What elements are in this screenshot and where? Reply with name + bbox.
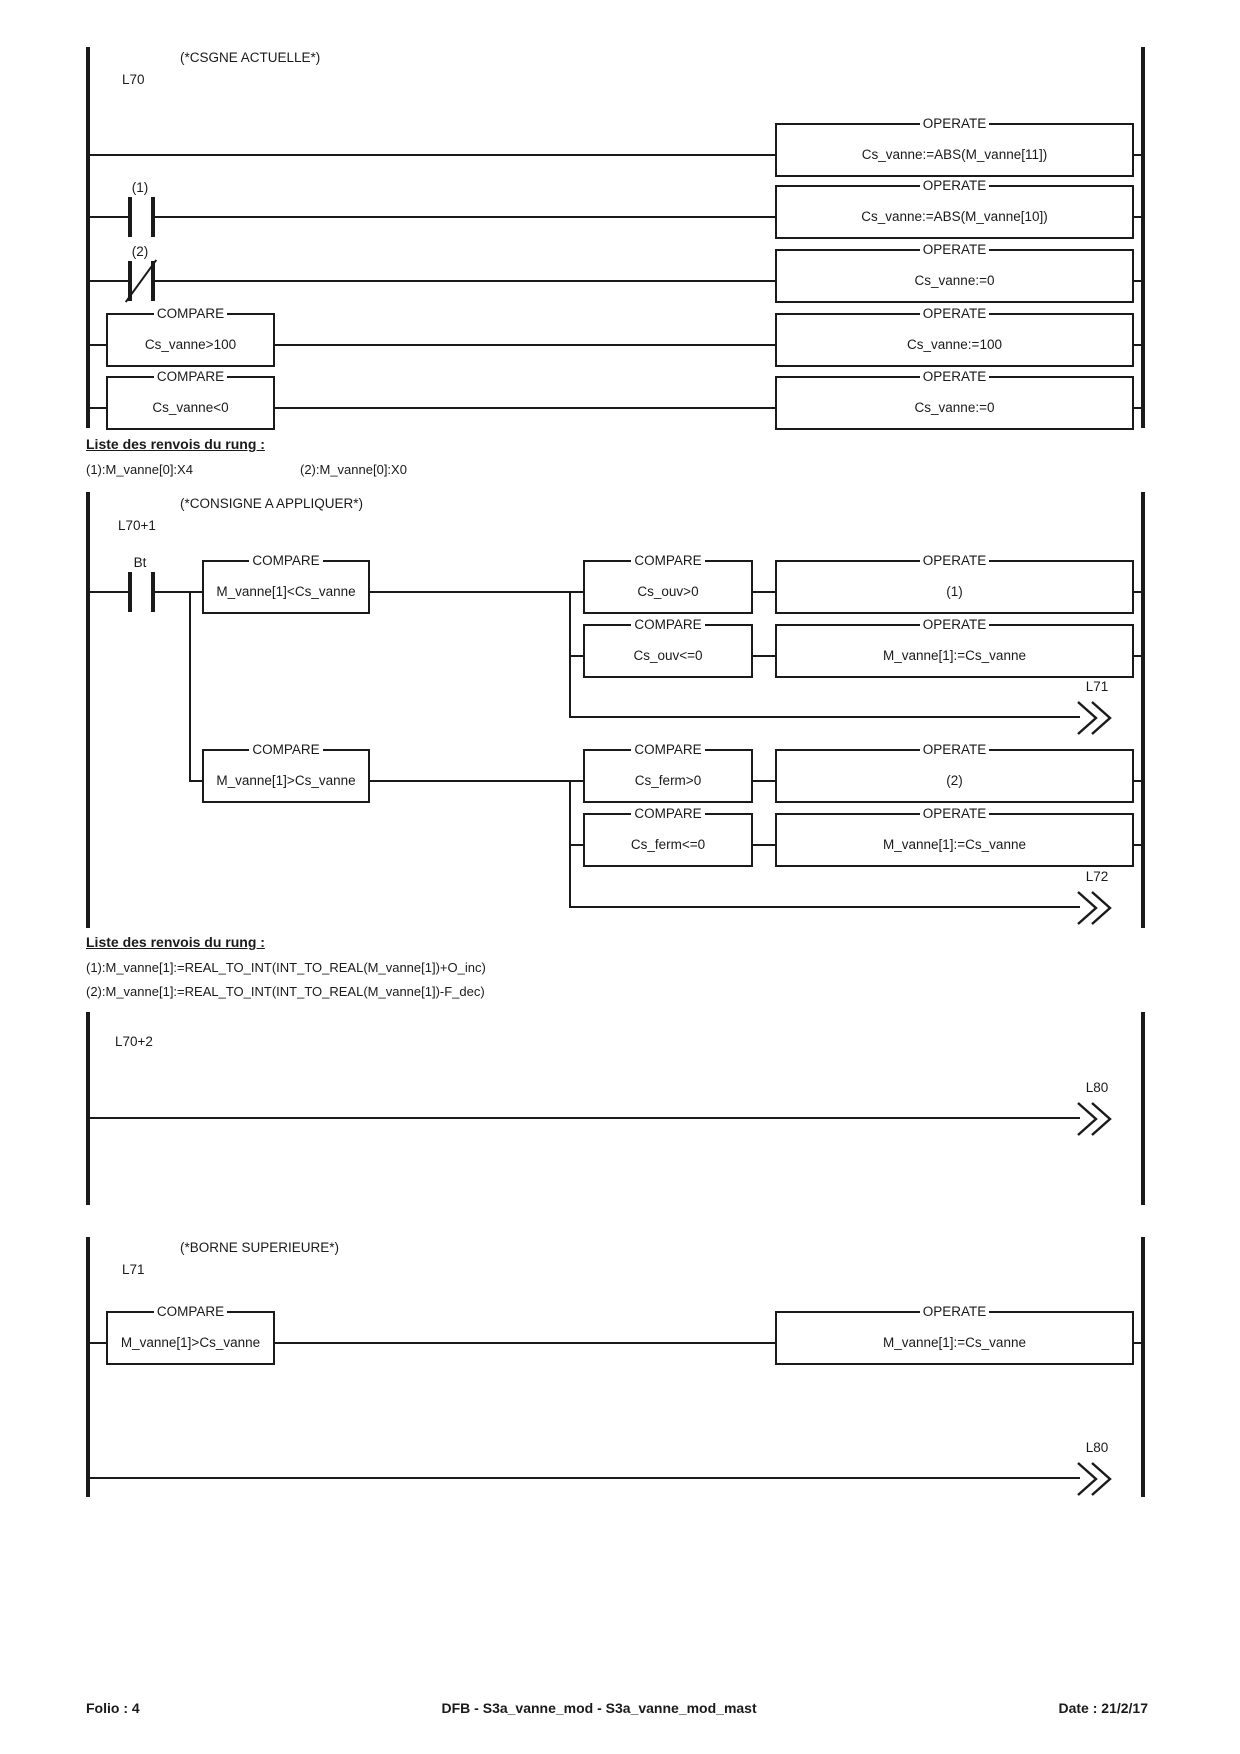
wire-horizontal [569, 716, 1080, 718]
wire-horizontal [1134, 1342, 1143, 1344]
block-title-text: COMPARE [631, 742, 704, 758]
renvois-header: Liste des renvois du rung : [86, 436, 265, 452]
block-title [204, 553, 368, 569]
operate-block [775, 617, 1134, 678]
block-title [585, 742, 751, 758]
block-title-text: COMPARE [154, 306, 227, 322]
wire-horizontal [1134, 154, 1143, 156]
compare-expression: M_vanne[1]<Cs_vanne [216, 584, 356, 599]
compare-expression: M_vanne[1]>Cs_vanne [216, 773, 356, 788]
power-rail-right [1141, 1237, 1145, 1497]
wire-horizontal [370, 591, 583, 593]
wire-horizontal [155, 280, 775, 282]
wire-horizontal [569, 655, 583, 657]
wire-horizontal [753, 591, 775, 593]
block-title [777, 306, 1132, 322]
block-title [777, 242, 1132, 258]
footer-folio: Folio : 4 [86, 1700, 140, 1716]
wire-horizontal [88, 1477, 1080, 1479]
compare-block [202, 742, 370, 803]
block-title [777, 369, 1132, 385]
operate-expression: (1) [946, 584, 963, 599]
wire-horizontal [569, 906, 1080, 908]
wire-horizontal [88, 280, 128, 282]
operate-expression: M_vanne[1]:=Cs_vanne [883, 1335, 1026, 1350]
renvois-item: (1):M_vanne[1]:=REAL_TO_INT(INT_TO_REAL(M_vanne[1])+O_inc) [86, 960, 486, 975]
wire-horizontal [753, 844, 775, 846]
block-title-text: OPERATE [920, 617, 990, 633]
block-title [108, 1304, 273, 1320]
wire-horizontal [275, 1342, 775, 1344]
renvois-item: (2):M_vanne[1]:=REAL_TO_INT(INT_TO_REAL(M_vanne[1])-F_dec) [86, 984, 485, 999]
power-rail-left [86, 47, 90, 428]
jump-arrow-icon [1076, 700, 1116, 736]
compare-block [106, 1304, 275, 1365]
block-title [108, 306, 273, 322]
block-title-text: OPERATE [920, 306, 990, 322]
operate-expression: Cs_vanne:=100 [907, 337, 1002, 352]
compare-expression: Cs_ferm<=0 [630, 837, 706, 852]
rung-label: L70+1 [118, 518, 156, 533]
wire-horizontal [753, 780, 775, 782]
jump-arrow-icon [1076, 1461, 1116, 1497]
rung-comment: (*BORNE SUPERIEURE*) [180, 1240, 340, 1255]
operate-expression: Cs_vanne:=0 [914, 273, 995, 288]
operate-block [775, 742, 1134, 803]
compare-block [583, 806, 753, 867]
wire-horizontal [275, 407, 775, 409]
wire-horizontal [1134, 780, 1143, 782]
power-rail-left [86, 492, 90, 928]
operate-block [775, 178, 1134, 239]
contact-label: (2) [131, 244, 149, 259]
wire-horizontal [189, 780, 202, 782]
block-title [204, 742, 368, 758]
compare-expression: M_vanne[1]>Cs_vanne [120, 1335, 261, 1350]
block-title-text: COMPARE [154, 1304, 227, 1320]
jump-label: L80 [1085, 1080, 1109, 1095]
jump-arrow-icon [1076, 890, 1116, 926]
rung-label: L70+2 [115, 1034, 153, 1049]
compare-expression: Cs_ouv<=0 [633, 648, 703, 663]
compare-block [583, 617, 753, 678]
wire-horizontal [88, 591, 128, 593]
power-rail-right [1141, 1012, 1145, 1205]
block-title [108, 369, 273, 385]
wire-horizontal [1134, 344, 1143, 346]
rung-comment: (*CONSIGNE A APPLIQUER*) [180, 496, 364, 511]
block-title [585, 617, 751, 633]
jump-label: L71 [1085, 679, 1109, 694]
wire-horizontal [753, 655, 775, 657]
wire-horizontal [88, 1342, 106, 1344]
operate-block [775, 1304, 1134, 1365]
compare-block [583, 553, 753, 614]
compare-block [106, 369, 275, 430]
operate-expression: Cs_vanne:=ABS(M_vanne[11]) [861, 147, 1048, 162]
compare-block [583, 742, 753, 803]
operate-block [775, 116, 1134, 177]
operate-expression: Cs_vanne:=0 [914, 400, 995, 415]
compare-expression: Cs_vanne<0 [152, 400, 229, 415]
wire-vertical [189, 591, 191, 782]
footer-title: DFB - S3a_vanne_mod - S3a_vanne_mod_mast [441, 1700, 757, 1716]
block-title-text: COMPARE [249, 742, 322, 758]
block-title [777, 806, 1132, 822]
block-title-text: OPERATE [920, 742, 990, 758]
wire-horizontal [1134, 591, 1143, 593]
rung-label: L70 [122, 72, 145, 87]
operate-block [775, 242, 1134, 303]
contact-label: (1) [131, 180, 149, 195]
power-rail-left [86, 1237, 90, 1497]
wire-horizontal [88, 154, 775, 156]
wire-horizontal [88, 407, 106, 409]
wire-horizontal [88, 1117, 1080, 1119]
wire-horizontal [1134, 407, 1143, 409]
block-title-text: OPERATE [920, 178, 990, 194]
wire-horizontal [1134, 216, 1143, 218]
wire-horizontal [88, 344, 106, 346]
block-title-text: OPERATE [920, 806, 990, 822]
wire-horizontal [88, 216, 128, 218]
renvois-header: Liste des renvois du rung : [86, 934, 265, 950]
block-title-text: OPERATE [920, 553, 990, 569]
block-title [777, 116, 1132, 132]
block-title-text: OPERATE [920, 116, 990, 132]
operate-expression: M_vanne[1]:=Cs_vanne [883, 648, 1026, 663]
block-title [777, 178, 1132, 194]
power-rail-right [1141, 492, 1145, 928]
wire-horizontal [1134, 655, 1143, 657]
block-title-text: OPERATE [920, 242, 990, 258]
rung-label: L71 [122, 1262, 145, 1277]
operate-expression: M_vanne[1]:=Cs_vanne [883, 837, 1026, 852]
compare-block [202, 553, 370, 614]
block-title-text: OPERATE [920, 369, 990, 385]
block-title-text: COMPARE [631, 806, 704, 822]
compare-expression: Cs_vanne>100 [144, 337, 237, 352]
wire-horizontal [1134, 844, 1143, 846]
page-footer [86, 1700, 1148, 1716]
block-title [777, 742, 1132, 758]
block-title [585, 553, 751, 569]
block-title [777, 617, 1132, 633]
wire-horizontal [1134, 280, 1143, 282]
block-title-text: OPERATE [920, 1304, 990, 1320]
contact-bar [128, 572, 132, 612]
wire-horizontal [275, 344, 775, 346]
contact-label: Bt [133, 555, 147, 570]
block-title-text: COMPARE [631, 617, 704, 633]
jump-label: L72 [1085, 869, 1109, 884]
rung-comment: (*CSGNE ACTUELLE*) [180, 50, 321, 65]
compare-block [106, 306, 275, 367]
wire-horizontal [569, 844, 583, 846]
compare-expression: Cs_ouv>0 [637, 584, 699, 599]
block-title-text: COMPARE [249, 553, 322, 569]
block-title-text: COMPARE [631, 553, 704, 569]
wire-horizontal [370, 780, 583, 782]
jump-arrow-icon [1076, 1101, 1116, 1137]
power-rail-right [1141, 47, 1145, 428]
block-title [585, 806, 751, 822]
jump-label: L80 [1085, 1440, 1109, 1455]
wire-horizontal [155, 591, 202, 593]
block-title [777, 553, 1132, 569]
block-title-text: COMPARE [154, 369, 227, 385]
contact-bar [128, 197, 132, 237]
operate-expression: (2) [946, 773, 963, 788]
renvois-item: (1):M_vanne[0]:X4 [86, 462, 193, 477]
wire-horizontal [155, 216, 775, 218]
operate-block [775, 306, 1134, 367]
footer-date: Date : 21/2/17 [1058, 1700, 1148, 1716]
operate-block [775, 553, 1134, 614]
power-rail-left [86, 1012, 90, 1205]
renvois-item: (2):M_vanne[0]:X0 [300, 462, 407, 477]
operate-block [775, 806, 1134, 867]
compare-expression: Cs_ferm>0 [634, 773, 702, 788]
block-title [777, 1304, 1132, 1320]
operate-expression: Cs_vanne:=ABS(M_vanne[10]) [861, 209, 1048, 224]
operate-block [775, 369, 1134, 430]
